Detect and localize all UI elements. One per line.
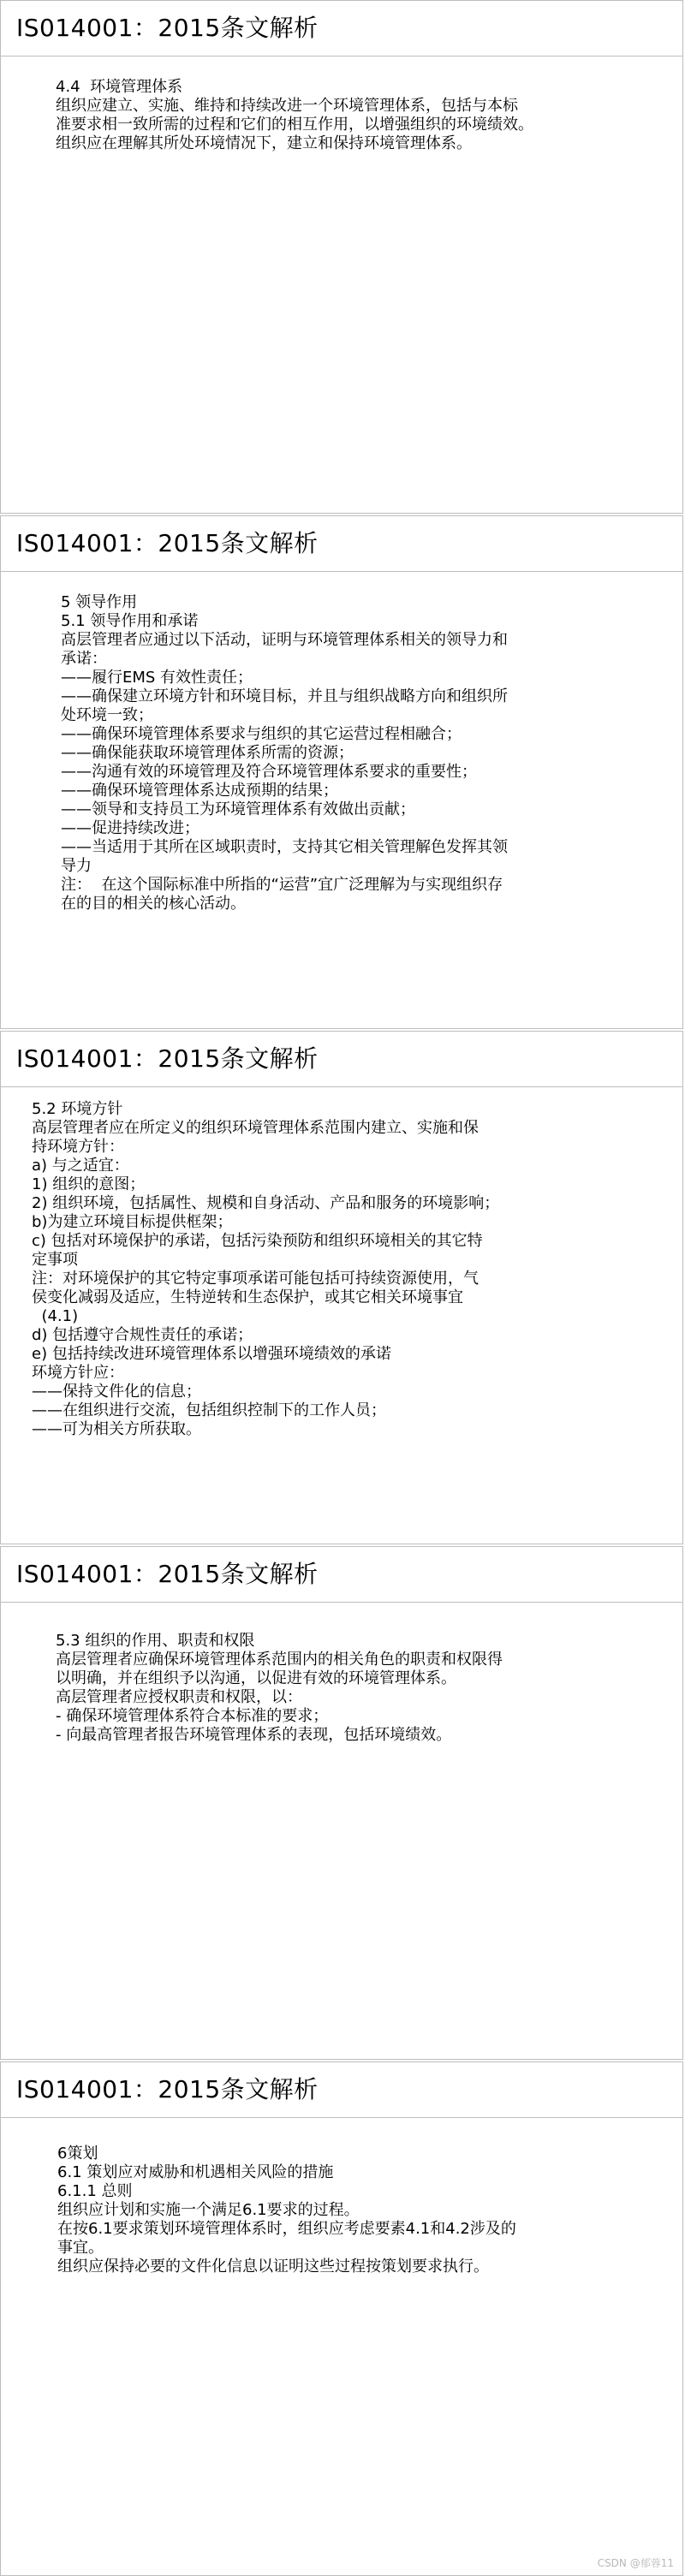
body-line: 5 领导作用 <box>61 593 138 611</box>
slide-title: IS014001：2015条文解析 <box>16 1560 319 1588</box>
slide-title: IS014001：2015条文解析 <box>16 1044 319 1073</box>
title-divider <box>1 56 682 57</box>
slide-2 <box>0 515 683 1029</box>
body-line: (4.1) <box>32 1307 79 1325</box>
body-line: 5.1 领导作用和承诺 <box>61 612 199 630</box>
body-line: - 确保环境管理体系符合本标准的要求； <box>56 1707 329 1725</box>
body-line: 事宜。 <box>57 2239 104 2257</box>
body-line: 导力 <box>61 857 92 875</box>
slide-4 <box>0 1546 683 2060</box>
body-line: 持环境方针： <box>32 1138 124 1156</box>
slide-5 <box>0 2061 683 2576</box>
body-line: ——确保环境管理体系达成预期的结果； <box>61 782 338 800</box>
body-line: 5.3 组织的作用、职责和权限 <box>56 1632 255 1650</box>
body-line: 4.4 环境管理体系 <box>56 78 183 96</box>
body-line: 6.1 策划应对威胁和机遇相关风险的措施 <box>57 2163 334 2181</box>
body-line: 组织应在理解其所处环境情况下，建立和保持环境管理体系。 <box>56 134 472 152</box>
body-line: 侯变化减弱及适应，生特逆转和生态保护，或其它相关环境事宜 <box>32 1288 463 1306</box>
body-line: 高层管理者应通过以下活动，证明与环境管理体系相关的领导力和 <box>61 631 508 649</box>
body-line: 高层管理者应在所定义的组织环境管理体系范围内建立、实施和保 <box>32 1119 479 1137</box>
body-line: 在按6.1要求策划环境管理体系时，组织应考虑要素4.1和4.2涉及的 <box>57 2220 516 2238</box>
body-line: 承诺： <box>61 650 107 668</box>
body-line: d) 包括遵守合规性责任的承诺； <box>32 1326 253 1344</box>
body-line: ——可为相关方所获取。 <box>32 1420 201 1438</box>
body-line: 5.2 环境方针 <box>32 1100 123 1118</box>
body-line: 2) 组织环境，包括属性、规模和自身活动、产品和服务的环境影响； <box>32 1194 500 1212</box>
title-divider <box>1 1602 682 1603</box>
body-line: 在的目的相关的核心活动。 <box>61 895 246 913</box>
body-line: 组织应建立、实施、维持和持续改进一个环境管理体系，包括与本标 <box>56 97 518 115</box>
slide-body <box>61 593 508 913</box>
body-line: 环境方针应： <box>32 1364 124 1382</box>
slide-3 <box>0 1031 683 1544</box>
slide-title: IS014001：2015条文解析 <box>16 14 319 42</box>
body-line: c) 包括对环境保护的承诺，包括污染预防和组织环境相关的其它特 <box>32 1232 483 1250</box>
body-line: 以明确，并在组织予以沟通，以促进有效的环境管理体系。 <box>56 1669 456 1687</box>
title-divider <box>1 2117 682 2118</box>
body-line: 注：对环境保护的其它特定事项承诺可能包括可持续资源使用，气 <box>32 1270 479 1288</box>
slide-title: IS014001：2015条文解析 <box>16 529 319 557</box>
body-line: e) 包括持续改进环境管理体系以增强环境绩效的承诺 <box>32 1345 391 1363</box>
body-line: ——履行EMS 有效性责任； <box>61 669 253 687</box>
slide-title: IS014001：2015条文解析 <box>16 2075 319 2103</box>
body-line: ——保持文件化的信息； <box>32 1383 201 1401</box>
body-line: ——沟通有效的环境管理及符合环境管理体系要求的重要性； <box>61 763 477 781</box>
title-divider <box>1 1086 682 1087</box>
body-line: 注： 在这个国际标准中所指的“运营”宜广泛理解为与实现组织存 <box>61 876 503 894</box>
body-line: 组织应保持必要的文件化信息以证明这些过程按策划要求执行。 <box>57 2258 489 2276</box>
slide-body <box>56 78 533 153</box>
body-line: ——确保环境管理体系要求与组织的其它运营过程相融合； <box>61 725 462 743</box>
body-line: b)为建立环境目标提供框架； <box>32 1213 233 1231</box>
body-line: 定事项 <box>32 1251 78 1269</box>
body-line: 6.1.1 总则 <box>57 2182 133 2200</box>
body-line: ——确保建立环境方针和环境目标，并且与组织战略方向和组织所 <box>61 687 508 705</box>
body-line: 组织应计划和实施一个满足6.1要求的过程。 <box>57 2201 360 2219</box>
body-line: 6策划 <box>57 2145 98 2163</box>
body-line: 高层管理者应确保环境管理体系范围内的相关角色的职责和权限得 <box>56 1651 503 1669</box>
body-line: a) 与之适宜： <box>32 1157 129 1175</box>
slide-body <box>56 1632 503 1745</box>
slide-1 <box>0 0 683 514</box>
body-line: ——促进持续改进； <box>61 819 200 837</box>
body-line: 准要求相一致所需的过程和它们的相互作用，以增强组织的环境绩效。 <box>56 116 533 134</box>
slide-body <box>32 1100 499 1439</box>
body-line: 1) 组织的意图； <box>32 1175 146 1193</box>
watermark-text: CSDN @郁蓉11 <box>597 2557 674 2569</box>
body-line: ——在组织进行交流，包括组织控制下的工作人员； <box>32 1401 386 1419</box>
body-line: 高层管理者应授权职责和权限，以： <box>56 1688 302 1706</box>
body-line: 处环境一致； <box>61 706 153 724</box>
body-line: - 向最高管理者报告环境管理体系的表现，包括环境绩效。 <box>56 1726 452 1744</box>
title-divider <box>1 571 682 572</box>
body-line: ——领导和支持员工为环境管理体系有效做出贡献； <box>61 800 415 818</box>
slide-body <box>57 2145 516 2276</box>
body-line: ——当适用于其所在区域职责时，支持其它相关管理解色发挥其领 <box>61 838 508 856</box>
body-line: ——确保能获取环境管理体系所需的资源； <box>61 744 354 762</box>
